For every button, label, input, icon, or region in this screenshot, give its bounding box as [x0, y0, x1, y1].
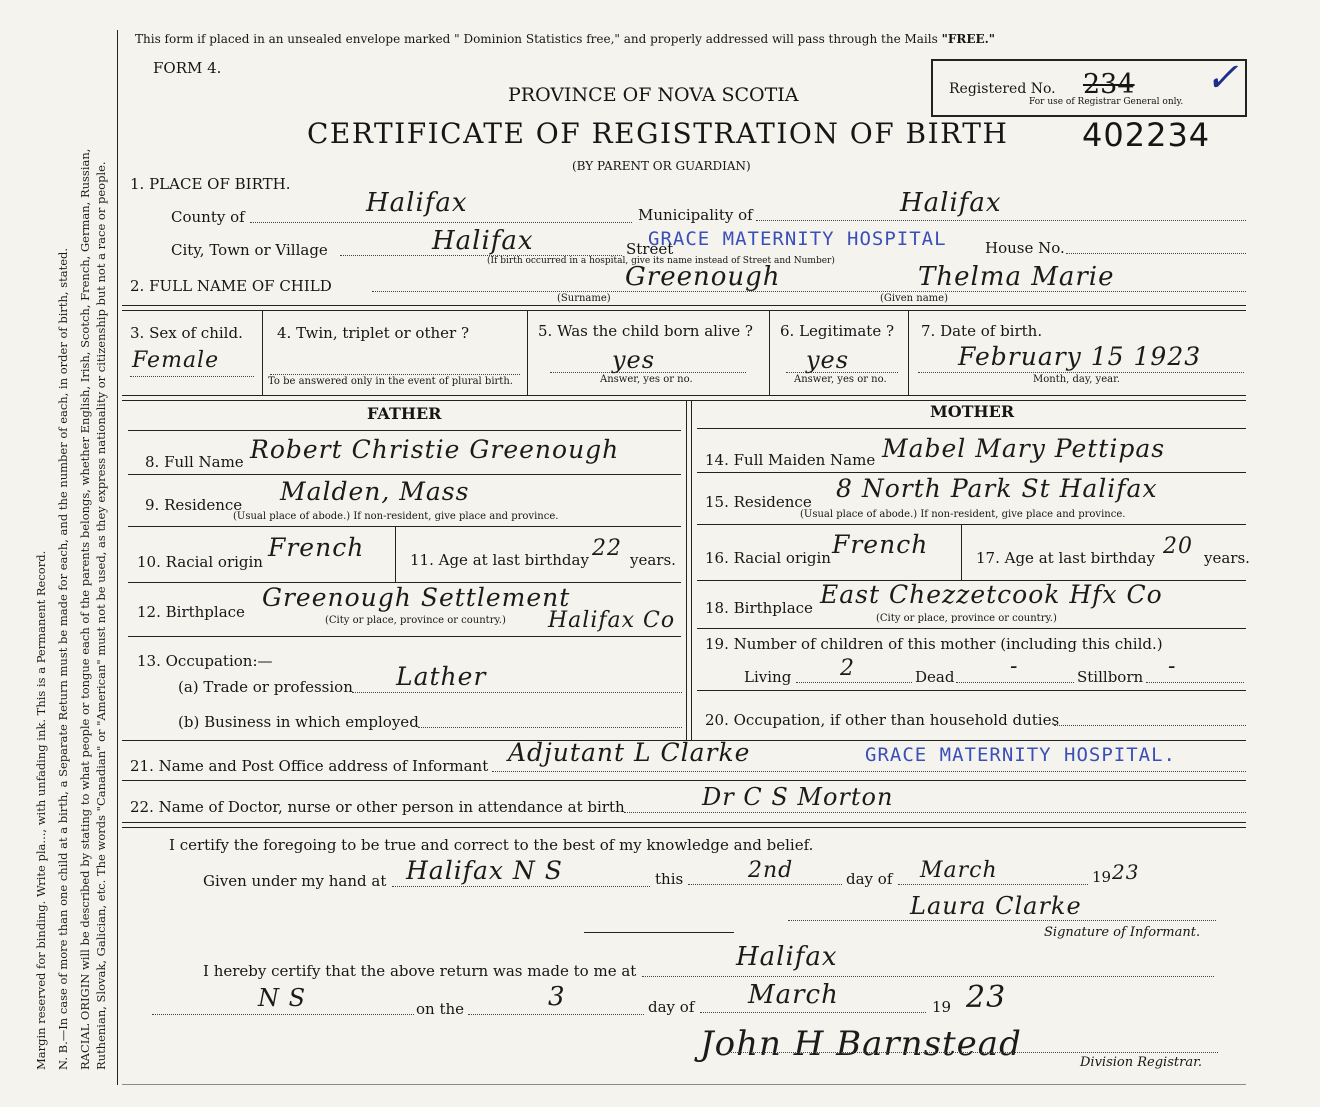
- mother-race-label: 16. Racial origin: [705, 549, 831, 567]
- registrar-caption: Division Registrar.: [1080, 1055, 1202, 1070]
- child-given-name: Thelma Marie: [918, 262, 1115, 292]
- street-label: Street: [626, 240, 674, 258]
- form-number: FORM 4.: [153, 59, 222, 77]
- dob-line: [918, 372, 1244, 373]
- trade-line: [352, 692, 682, 693]
- father-res-caption: (Usual place of abode.) If non-resident, give place and province.: [233, 511, 559, 522]
- child-name-label: 2. FULL NAME OF CHILD: [130, 277, 332, 295]
- rule-5: [122, 822, 1246, 823]
- hospital-note: (If birth occurred in a hospital, give its name instead of Street and Number): [487, 256, 835, 266]
- month-value: March: [920, 858, 998, 883]
- trade-label: (a) Trade or profession: [178, 678, 353, 696]
- mail-note-text: This form if placed in an unsealed envelope marked " Dominion Statistics free," and properly addressed will pass through the Mails: [135, 32, 938, 46]
- col-div-3: [769, 310, 770, 395]
- remark-line: [152, 1014, 414, 1015]
- sex-value: Female: [132, 348, 220, 373]
- dob-label: 7. Date of birth.: [921, 322, 1043, 340]
- county-line: [250, 222, 632, 223]
- rule-2: [122, 395, 1246, 396]
- stillborn-value: -: [1168, 654, 1177, 679]
- registrar-signature: John H Barnstead: [700, 1024, 1022, 1064]
- mother-res-label: 15. Residence: [705, 493, 812, 511]
- province-heading: PROVINCE OF NOVA SCOTIA: [508, 84, 799, 106]
- father-age-value: 22: [592, 536, 622, 561]
- father-race-label: 10. Racial origin: [137, 553, 263, 571]
- legit-value: yes: [806, 346, 850, 374]
- margin-note-1: Margin reserved for binding. Write pla..., with unfading ink. This is a Permanent Record.: [34, 550, 48, 1070]
- municipality-value: Halifax: [900, 188, 1002, 218]
- father-heading: FATHER: [367, 404, 442, 423]
- return-label: I hereby certify that the above return was made to me at: [203, 962, 637, 980]
- house-label: House No.: [985, 239, 1065, 257]
- registered-label: Registered No.: [949, 81, 1056, 97]
- twin-note: To be answered only in the event of plural birth.: [268, 376, 513, 387]
- business-label: (b) Business in which employed: [178, 713, 419, 731]
- twin-line: [270, 374, 520, 375]
- informant-hospital-stamp: GRACE MATERNITY HOSPITAL.: [865, 744, 1176, 766]
- year2-prefix: 19: [932, 998, 952, 1016]
- city-label: City, Town or Village: [171, 241, 328, 259]
- father-head-rule: [128, 430, 681, 431]
- certificate-number: 402234: [1082, 116, 1211, 154]
- father-mother-divider: [686, 400, 687, 740]
- alive-line: [550, 372, 746, 373]
- margin-note-2: N. B.—In case of more than one child at a birth, a Separate Return must be made for each, and the number of each, in order of birth, stated.: [56, 247, 70, 1070]
- given-place-line: [392, 886, 650, 887]
- stillborn-label: Stillborn: [1077, 668, 1144, 686]
- mother-rule-2: [697, 524, 1246, 525]
- alive-caption: Answer, yes or no.: [600, 374, 693, 385]
- month2-value: March: [748, 980, 839, 1010]
- return-place-line: [642, 976, 1214, 977]
- certify-statement: I certify the foregoing to be true and correct to the best of my knowledge and belief.: [169, 836, 814, 854]
- child-surname: Greenough: [625, 262, 781, 292]
- col-div-2: [527, 310, 528, 395]
- rule-1: [122, 305, 1246, 306]
- children-label: 19. Number of children of this mother (including this child.): [705, 635, 1163, 653]
- legit-line: [786, 372, 898, 373]
- mother-age-value: 20: [1163, 534, 1193, 559]
- registered-box: [931, 55, 1247, 117]
- return-remark: N S: [258, 984, 307, 1012]
- informant-line: [492, 771, 1246, 772]
- bottom-edge: [122, 1084, 1246, 1085]
- dob-value: February 15 1923: [958, 342, 1202, 371]
- rule-4: [122, 780, 1246, 781]
- binding-margin-line: [117, 30, 118, 1085]
- mother-race-age-divider: [961, 524, 962, 580]
- business-line: [418, 727, 682, 728]
- municipality-label: Municipality of: [638, 206, 753, 224]
- registrar-line: [728, 1052, 1218, 1053]
- day-line: [688, 884, 842, 885]
- father-birth-value-2: Halifax Co: [548, 608, 676, 633]
- mother-name-value: Mabel Mary Pettipas: [882, 434, 1166, 463]
- informant-value: Adjutant L Clarke: [508, 738, 751, 767]
- on-day-line: [468, 1014, 644, 1015]
- father-res-label: 9. Residence: [145, 496, 243, 514]
- check-mark-icon: ✓: [1205, 55, 1239, 101]
- father-age-label: 11. Age at last birthday: [410, 551, 589, 569]
- informant-signature: Laura Clarke: [910, 892, 1082, 920]
- col-div-1: [262, 310, 263, 395]
- this-label: this: [655, 870, 684, 888]
- dob-caption: Month, day, year.: [1033, 374, 1120, 385]
- father-birth-value: Greenough Settlement: [262, 583, 571, 612]
- sex-label: 3. Sex of child.: [130, 324, 243, 342]
- given-label: Given under my hand at: [203, 872, 387, 890]
- day-of2-label: day of: [648, 998, 695, 1016]
- trade-value: Lather: [396, 662, 487, 691]
- father-mother-divider-b: [691, 400, 692, 740]
- rule-5b: [122, 827, 1246, 828]
- rule-2b: [122, 400, 1246, 401]
- mother-res-caption: (Usual place of abode.) If non-resident, give place and province.: [800, 509, 1126, 520]
- dead-label: Dead: [915, 668, 955, 686]
- father-birth-label: 12. Birthplace: [137, 603, 245, 621]
- street-hospital-stamp: GRACE MATERNITY HOSPITAL: [648, 228, 947, 250]
- mother-rule-1: [697, 472, 1246, 473]
- legit-label: 6. Legitimate ?: [780, 322, 895, 340]
- on-the-label: on the: [416, 1000, 465, 1018]
- signature-caption: Signature of Informant.: [1044, 925, 1201, 940]
- year2-value: 23: [966, 980, 1007, 1015]
- mother-occ-label: 20. Occupation, if other than household duties: [705, 711, 1060, 729]
- father-res-value: Malden, Mass: [280, 477, 470, 506]
- mother-res-value: 8 North Park St Halifax: [836, 474, 1158, 503]
- house-line: [1066, 253, 1246, 254]
- mother-head-rule: [697, 428, 1246, 429]
- year-prefix: 19: [1092, 868, 1112, 886]
- margin-note-4: Ruthenian, Slovak, Galician, etc. The words "Canadian" or "American" must not be used, as they express nationality or citizenship but not a race or people.: [94, 161, 108, 1070]
- father-name-label: 8. Full Name: [145, 453, 244, 471]
- county-value: Halifax: [366, 188, 468, 218]
- mother-age-label: 17. Age at last birthday: [976, 549, 1155, 567]
- alive-label: 5. Was the child born alive ?: [538, 322, 753, 340]
- father-race-age-divider: [395, 526, 396, 582]
- living-line: [796, 682, 912, 683]
- legit-caption: Answer, yes or no.: [794, 374, 887, 385]
- return-place: Halifax: [736, 942, 838, 972]
- municipality-line: [756, 220, 1246, 221]
- sex-line: [130, 376, 254, 377]
- father-birth-caption: (City or place, province or country.): [325, 615, 506, 626]
- year-value: 23: [1112, 860, 1140, 884]
- mail-free: "FREE.": [941, 32, 996, 46]
- given-place: Halifax N S: [406, 856, 563, 885]
- father-rule-1: [128, 474, 681, 475]
- mother-occ-line: [1054, 725, 1246, 726]
- registered-note: For use of Registrar General only.: [1029, 97, 1184, 107]
- father-age-unit: years.: [630, 551, 676, 569]
- stillborn-line: [1146, 682, 1244, 683]
- certificate-title: CERTIFICATE OF REGISTRATION OF BIRTH: [307, 117, 1009, 150]
- mother-heading: MOTHER: [930, 402, 1015, 421]
- twin-label: 4. Twin, triplet or other ?: [277, 324, 469, 342]
- rule-1b: [122, 310, 1246, 311]
- given-caption: (Given name): [880, 293, 948, 304]
- mother-birth-value: East Chezzetcook Hfx Co: [820, 580, 1163, 609]
- signature-line: [788, 920, 1216, 921]
- col-div-4: [908, 310, 909, 395]
- mail-note: [135, 32, 995, 46]
- doctor-line: [624, 812, 1246, 813]
- occupation-label: 13. Occupation:—: [137, 652, 273, 670]
- mother-age-unit: years.: [1204, 549, 1250, 567]
- mother-rule-5: [697, 690, 1246, 691]
- mother-rule-4: [697, 628, 1246, 629]
- alive-value: yes: [612, 346, 656, 374]
- surname-caption: (Surname): [557, 293, 611, 304]
- child-name-line: [372, 291, 1246, 292]
- informant-label: 21. Name and Post Office address of Informant: [130, 757, 489, 775]
- mother-name-label: 14. Full Maiden Name: [705, 451, 876, 469]
- doctor-value: Dr C S Morton: [702, 783, 894, 811]
- father-rule-4: [128, 636, 681, 637]
- doctor-label: 22. Name of Doctor, nurse or other person in attendance at birth: [130, 798, 625, 816]
- mother-birth-caption: (City or place, province or country.): [876, 613, 1057, 624]
- father-rule-2: [128, 526, 681, 527]
- father-name-value: Robert Christie Greenough: [250, 435, 620, 464]
- on-day-value: 3: [548, 982, 566, 1012]
- month-line: [898, 884, 1088, 885]
- county-label: County of: [171, 208, 245, 226]
- place-heading: 1. PLACE OF BIRTH.: [130, 175, 291, 193]
- month2-line: [700, 1012, 926, 1013]
- dead-value: -: [1010, 654, 1019, 679]
- subtitle: (BY PARENT OR GUARDIAN): [572, 159, 751, 173]
- mother-birth-label: 18. Birthplace: [705, 599, 813, 617]
- margin-note-3: RACIAL ORIGIN will be described by stating to what people or tongue each of the parents belongs, whether English, Irish, Scotch, French, German, Russian,: [78, 148, 92, 1070]
- dead-line: [956, 682, 1074, 683]
- mother-race-value: French: [832, 530, 929, 559]
- day-value: 2nd: [748, 858, 794, 883]
- city-value: Halifax: [432, 226, 534, 256]
- registered-number: 234: [1083, 69, 1135, 100]
- father-race-value: French: [268, 533, 365, 562]
- short-rule: [584, 932, 734, 933]
- living-label: Living: [744, 668, 792, 686]
- day-of-label: day of: [846, 870, 893, 888]
- living-value: 2: [840, 656, 855, 681]
